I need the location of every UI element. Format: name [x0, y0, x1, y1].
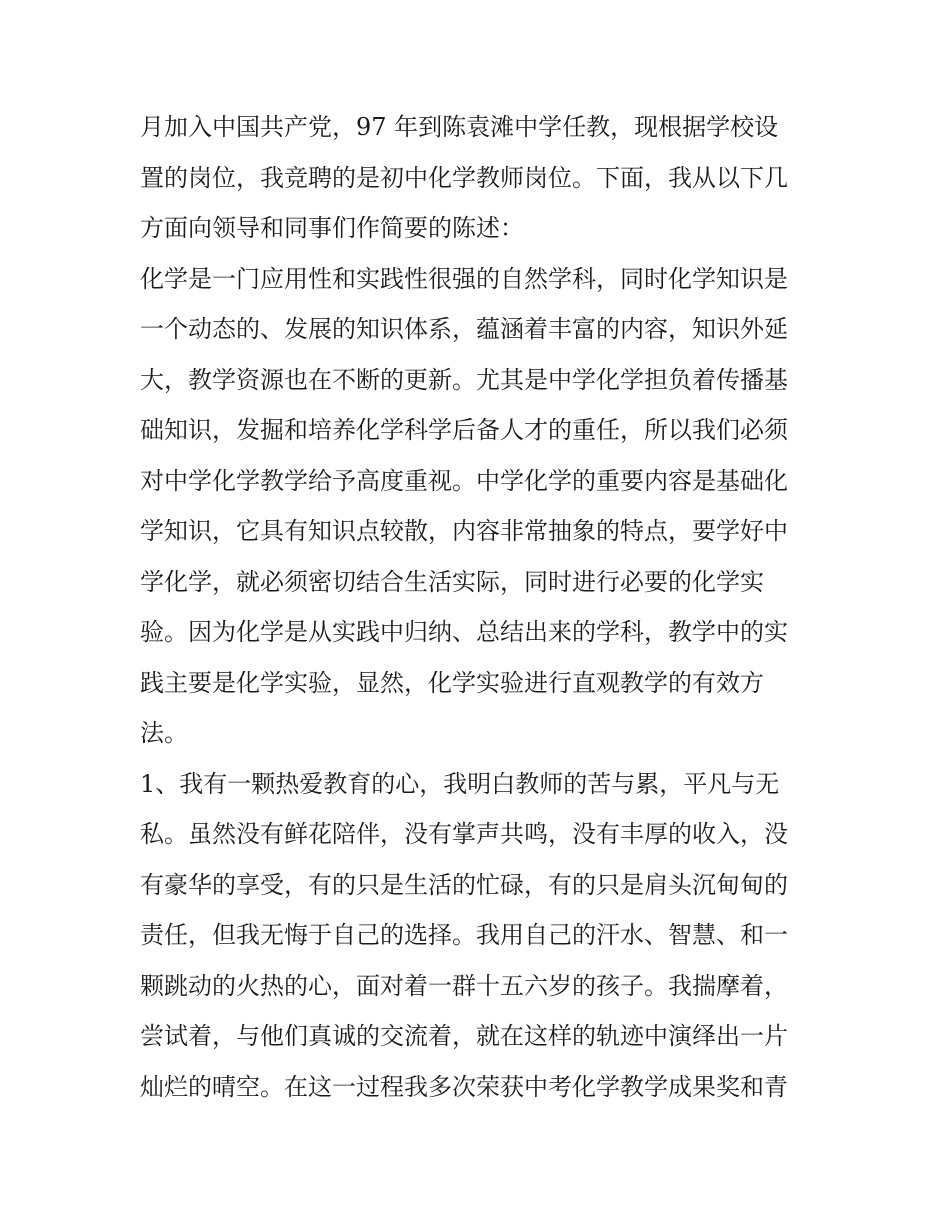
text-line: 灿烂的晴空。在这一过程我多次荣获中考化学教学成果奖和青 — [140, 1072, 788, 1101]
text-line: 学知识，它具有知识点较散，内容非常抽象的特点，要学好中 — [140, 517, 788, 545]
text-line: 验。因为化学是从实践中归纳、总结出来的学科，教学中的实 — [140, 618, 788, 646]
text-line: 置的岗位，我竞聘的是初中化学教师岗位。下面，我从以下几 — [140, 163, 788, 192]
text-line: 尝试着，与他们真诚的交流着，就在这样的轨迹中演绎出一片 — [140, 1022, 788, 1050]
text-line: 大，教学资源也在不断的更新。尤其是中学化学担负着传播基 — [140, 365, 788, 394]
text-line: 化学是一门应用性和实践性很强的自然学科，同时化学知识是 — [140, 264, 788, 293]
text-line: 颗跳动的火热的心，面对着一群十五六岁的孩子。我揣摩着， — [140, 971, 788, 1000]
text-line: 有豪华的享受，有的只是生活的忙碌，有的只是肩头沉甸甸的 — [140, 870, 788, 899]
text-line: 私。虽然没有鲜花陪伴，没有掌声共鸣，没有丰厚的收入，没 — [140, 820, 788, 848]
text-line: 月加入中国共产党，97 年到陈袁滩中学任教，现根据学校设 — [140, 113, 779, 141]
text-line: 对中学化学教学给予高度重视。中学化学的重要内容是基础化 — [140, 466, 788, 495]
text-line: 1、我有一颗热爱教育的心，我明白教师的苦与累，平凡与无 — [140, 769, 780, 798]
text-line: 践主要是化学实验，显然，化学实验进行直观教学的有效方 — [140, 668, 764, 697]
text-line: 础知识，发掘和培养化学科学后备人才的重任，所以我们必须 — [140, 416, 788, 444]
text-line: 责任，但我无悔于自己的选择。我用自己的汗水、智慧、和一 — [140, 921, 788, 949]
text-line: 学化学，就必须密切结合生活实际，同时进行必要的化学实 — [140, 567, 764, 596]
body-text — [140, 107, 820, 1117]
text-line: 方面向领导和同事们作简要的陈述： — [140, 214, 524, 242]
text-line: 法。 — [140, 719, 188, 747]
text-line: 一个动态的、发展的知识体系，蕴涵着丰富的内容，知识外延 — [140, 315, 788, 343]
